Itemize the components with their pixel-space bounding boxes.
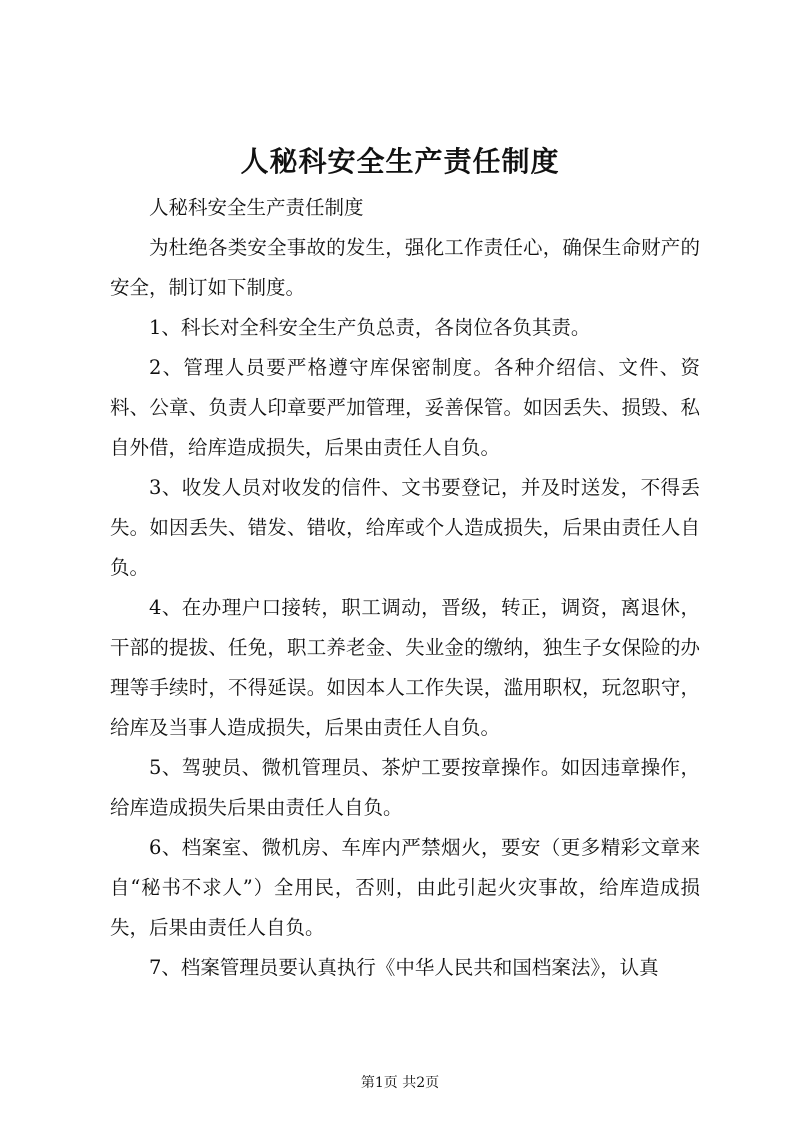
document-body: [110, 188, 700, 988]
paragraph: 人秘科安全生产责任制度: [149, 196, 364, 219]
page-footer: 第1页 共2页: [360, 1075, 440, 1091]
paragraph: 2、管理人员要严格遵守库保密制度。各种介绍信、文件、资料、公章、负责人印章要严加管理，妥善保管。如因丢失、损毁、私自外借，给库造成损失，后果由责任人自负。: [110, 356, 700, 459]
paragraph: 4、在办理户口接转，职工调动，晋级，转正，调资，离退休，干部的提拔、任免，职工养老金、失业金的缴纳，独生子女保险的办理等手续时，不得延误。如因本人工作失误，滥用职权，玩忽职守，给库及当事人造成损失，后果由责任人自负。: [110, 596, 700, 739]
paragraph: 为杜绝各类安全事故的发生，强化工作责任心，确保生命财产的安全，制订如下制度。: [110, 236, 700, 299]
paragraph: 5、驾驶员、微机管理员、茶炉工要按章操作。如因违章操作，给库造成损失后果由责任人自负。: [110, 756, 700, 819]
paragraph: 1、科长对全科安全生产负总责，各岗位各负其责。: [149, 316, 591, 339]
document-title: 人秘科安全生产责任制度: [240, 145, 560, 178]
paragraph: 7、档案管理员要认真执行《中华人民共和国档案法》，认真: [149, 956, 659, 979]
paragraph: 6、档案室、微机房、车库内严禁烟火，要安（更多精彩文章来自“秘书不求人”）全用民，否则，由此引起火灾事故，给库造成损失，后果由责任人自负。: [110, 836, 700, 939]
paragraph: 3、收发人员对收发的信件、文书要登记，并及时送发，不得丢失。如因丢失、错发、错收，给库或个人造成损失，后果由责任人自负。: [110, 476, 700, 579]
